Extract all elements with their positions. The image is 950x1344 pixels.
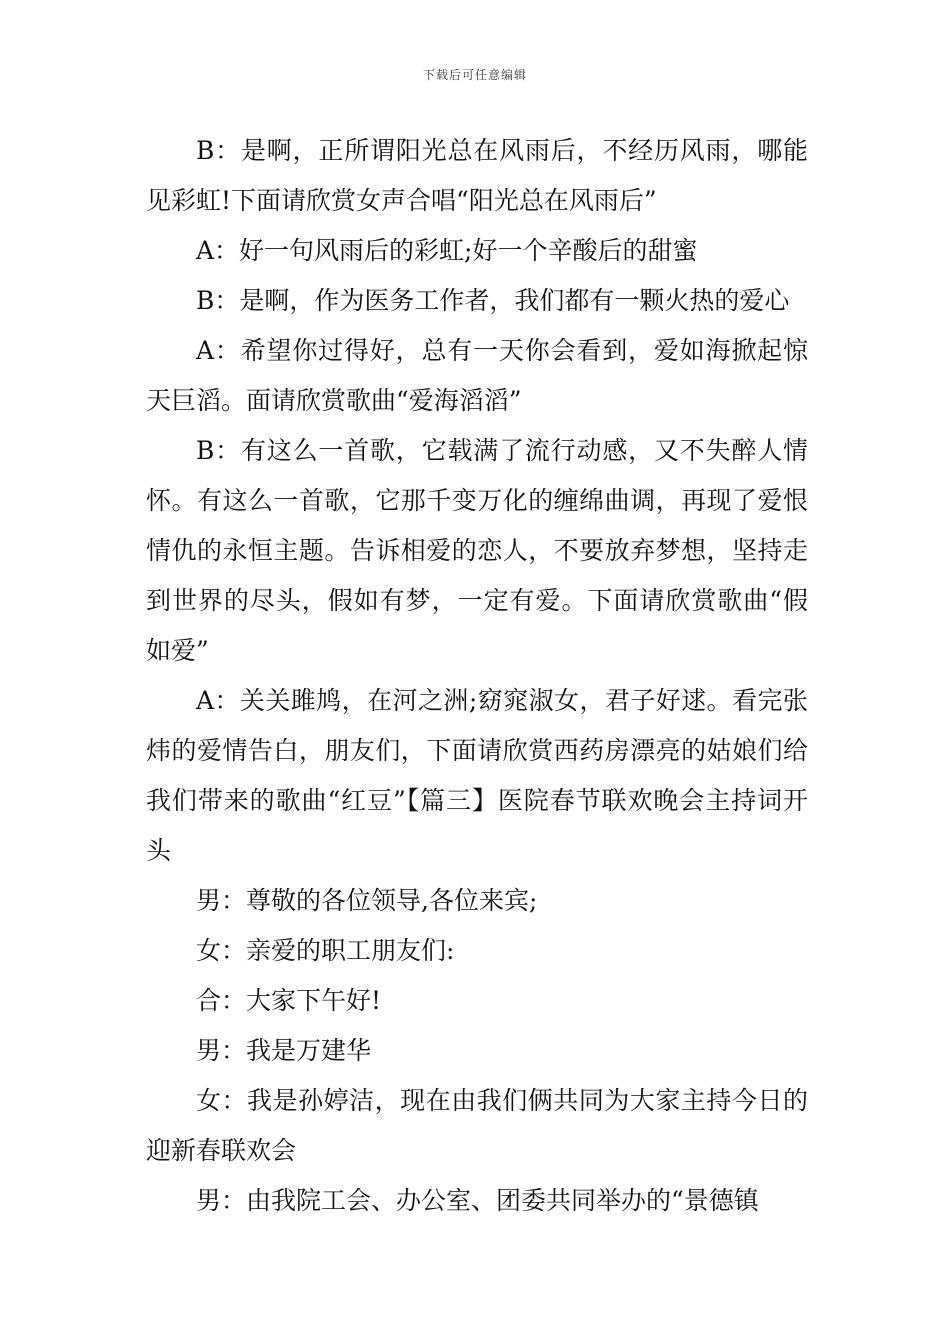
paragraph: A：好一句风雨后的彩虹;好一个辛酸后的甜蜜: [196, 236, 698, 265]
paragraph: 合：大家下午好!: [196, 986, 382, 1015]
paragraph: 女：我是孙婷洁，现在由我们俩共同为大家主持今日的迎新春联欢会: [146, 1086, 808, 1165]
paragraph: B：有这么一首歌，它载满了流行动感，又不失醉人情怀。有这么一首歌，它那千变万化的缠绵曲调，再现了爱恨情仇的永恒主题。告诉相爱的恋人，不要放弃梦想，坚持走到世界的尽头，假如有梦，一定有爱。下面请欣赏歌曲“假如爱”: [146, 436, 808, 665]
paragraph: A：关关雎鸠，在河之洲;窈窕淑女，君子好逑。看完张炜的爱情告白，朋友们，下面请欣赏西药房漂亮的姑娘们给我们带来的歌曲“红豆”【篇三】医院春节联欢晚会主持词开头: [146, 686, 808, 865]
paragraph: 男：尊敬的各位领导,各位来宾;: [196, 886, 538, 915]
document-body: [146, 126, 808, 1226]
paragraph: 男：由我院工会、办公室、团委共同举办的“景德镇: [196, 1186, 759, 1215]
paragraph: B：是啊，作为医务工作者，我们都有一颗火热的爱心: [196, 286, 790, 315]
paragraph: B：是啊，正所谓阳光总在风雨后，不经历风雨，哪能见彩虹!下面请欣赏女声合唱“阳光总在风雨后”: [146, 136, 808, 215]
paragraph: A：希望你过得好，总有一天你会看到，爱如海掀起惊天巨滔。面请欣赏歌曲“爱海滔滔”: [146, 336, 808, 415]
page-header-note: 下载后可任意编辑: [422, 68, 527, 82]
paragraph: 女：亲爱的职工朋友们:: [196, 936, 455, 965]
paragraph: 男：我是万建华: [196, 1036, 372, 1065]
